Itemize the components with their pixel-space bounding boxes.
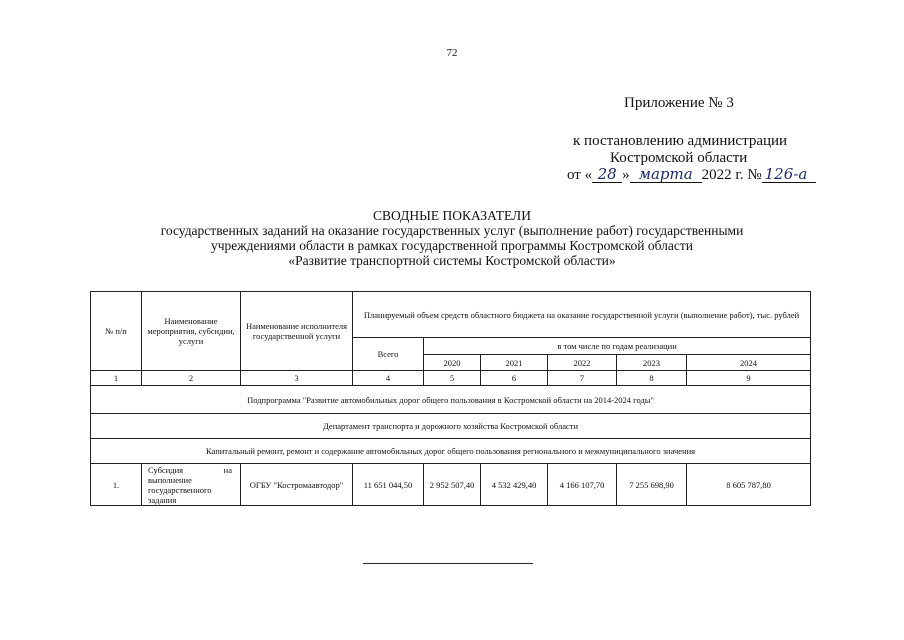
date-year: 2022 г. № [701,167,762,183]
row-value-2024: 8 605 787,80 [687,464,811,506]
handwritten-day: 28 [592,167,622,183]
summary-table [90,291,811,506]
header-year: 2021 [481,355,548,371]
appendix-line-1: к постановлению администрации [573,133,788,149]
column-number: 3 [241,371,353,386]
row-measure: Субсидия на выполнение государственного задания [142,464,241,506]
row-total: 11 651 044,50 [353,464,424,506]
table-row [91,464,811,506]
header-measure: Наименование мероприятия, субсидии, услуги [142,292,241,371]
date-prefix: от « [567,167,593,183]
header-year: 2023 [617,355,687,371]
header-executor: Наименование исполнителя государственной услуги [241,292,353,371]
activity-row: Капитальный ремонт, ремонт и содержание автомобильных дорог общего пользования регионального и межмуниципального значения [91,439,811,464]
header-year: 2024 [687,355,811,371]
handwritten-document-number: 126-а [762,167,816,183]
column-number: 1 [91,371,142,386]
header-by-years: в том числе по годам реализации [424,338,811,355]
header-year: 2020 [424,355,481,371]
appendix-title: Приложение № 3 [624,95,734,111]
closing-rule [363,563,533,564]
document-subtitle-line-1: государственных заданий на оказание государственных услуг (выполнение работ) государственными [160,223,744,238]
appendix-date-line [567,167,816,183]
row-num: 1. [91,464,142,506]
column-number: 2 [142,371,241,386]
page-number: 72 [446,47,458,59]
row-value-2022: 4 166 107,70 [548,464,617,506]
document-subtitle-line-3: «Развитие транспортной системы Костромской области» [288,253,616,268]
column-number: 8 [617,371,687,386]
department-row: Департамент транспорта и дорожного хозяйства Костромской области [91,414,811,439]
appendix-line-2: Костромской области [610,150,748,166]
subprogram-row: Подпрограмма "Развитие автомобильных дорог общего пользования в Костромской области на 2014-2024 годы" [91,386,811,414]
row-value-2020: 2 952 507,40 [424,464,481,506]
column-number: 6 [481,371,548,386]
row-value-2021: 4 532 429,40 [481,464,548,506]
header-year: 2022 [548,355,617,371]
column-number: 9 [687,371,811,386]
column-number: 4 [353,371,424,386]
document-subtitle-line-2: учреждениями области в рамках государственной программы Костромской области [210,238,693,253]
document-title: СВОДНЫЕ ПОКАЗАТЕЛИ [373,208,531,223]
date-mid: » [622,167,630,183]
header-total: Всего [353,338,424,371]
header-planned-volume: Планируемый объем средств областного бюджета на оказание государственной услуги (выполнение работ), тыс. рублей [353,292,811,338]
column-number: 7 [548,371,617,386]
row-value-2023: 7 255 698,90 [617,464,687,506]
column-number: 5 [424,371,481,386]
handwritten-month: марта [630,167,702,183]
row-executor: ОГБУ "Костромаавтодор" [241,464,353,506]
header-num: № п/п [91,292,142,371]
